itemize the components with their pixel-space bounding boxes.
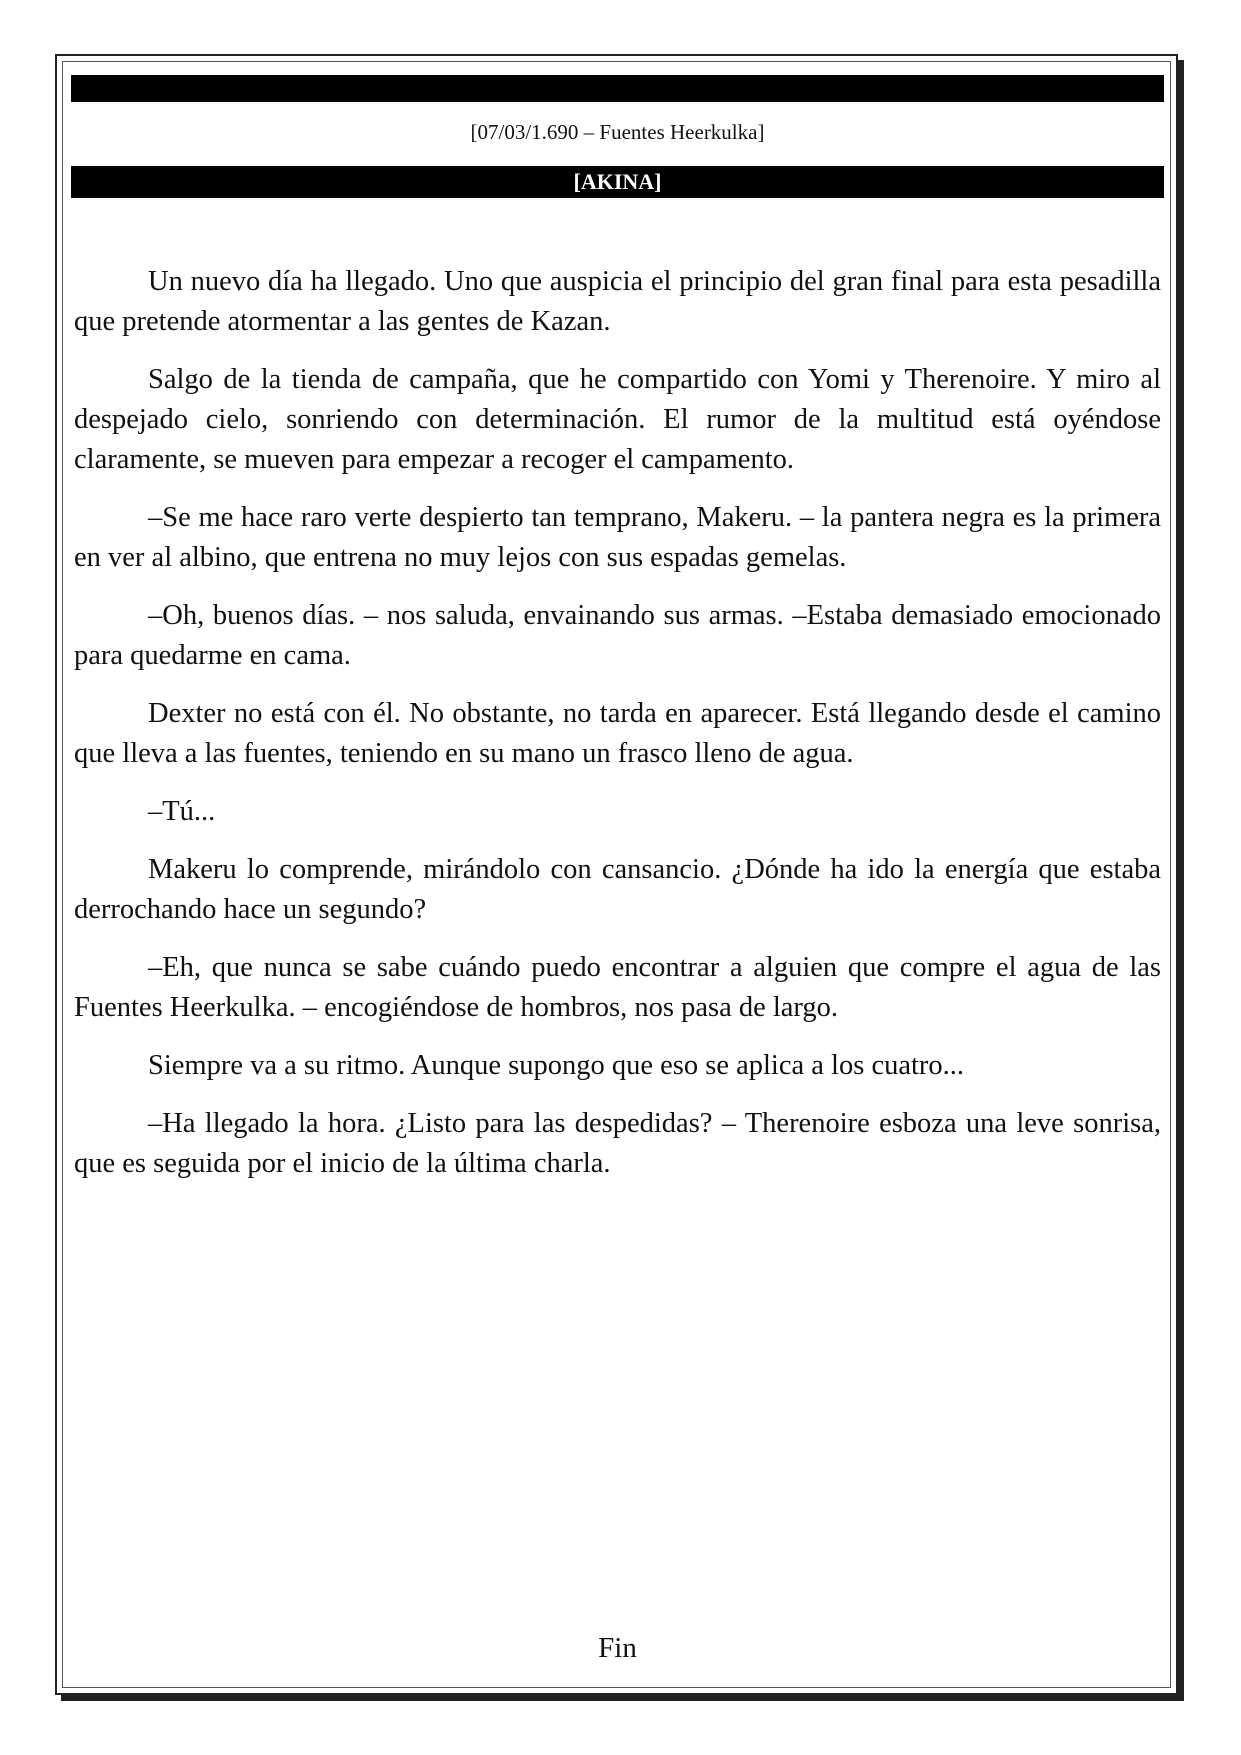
story-paragraph: Un nuevo día ha llegado. Uno que auspicia el principio del gran final para esta pesadilla que pretende atormentar a las gentes de Kazan.	[74, 266, 1161, 337]
story-paragraph: Siempre va a su ritmo. Aunque supongo que eso se aplica a los cuatro...	[148, 1050, 965, 1081]
story-paragraph: Salgo de la tienda de campaña, que he compartido con Yomi y Therenoire. Y miro al despejado cielo, sonriendo con determinación. El rumor de la multitud está oyéndose claramente, se mueven para empezar a recoger el campamento.	[74, 364, 1161, 475]
story-paragraph: –Oh, buenos días. – nos saluda, envainando sus armas. –Estaba demasiado emocionado para quedarme en cama.	[74, 600, 1161, 671]
story-paragraph: Makeru lo comprende, mirándolo con cansancio. ¿Dónde ha ido la energía que estaba derrochando hace un segundo?	[74, 854, 1161, 925]
story-paragraph: –Ha llegado la hora. ¿Listo para las despedidas? – Therenoire esboza una leve sonrisa, que es seguida por el inicio de la última charla.	[74, 1108, 1161, 1179]
story-body	[74, 262, 1161, 1202]
story-paragraph: –Se me hace raro verte despierto tan temprano, Makeru. – la pantera negra es la primera en ver al albino, que entrena no muy lejos con sus espadas gemelas.	[74, 502, 1161, 573]
story-paragraph: Dexter no está con él. No obstante, no tarda en aparecer. Está llegando desde el camino que lleva a las fuentes, teniendo en su mano un frasco lleno de agua.	[74, 698, 1161, 769]
end-mark: Fin	[598, 1632, 637, 1664]
story-paragraph: –Tú...	[148, 796, 216, 827]
header-date-location: [07/03/1.690 – Fuentes Heerkulka]	[470, 120, 765, 144]
character-name-bar: [AKINA]	[71, 166, 1164, 198]
story-paragraph: –Eh, que nunca se sabe cuándo puedo encontrar a alguien que compre el agua de las Fuentes Heerkulka. – encogiéndose de hombros, nos pasa de largo.	[74, 952, 1161, 1023]
header-top-bar	[71, 75, 1164, 102]
